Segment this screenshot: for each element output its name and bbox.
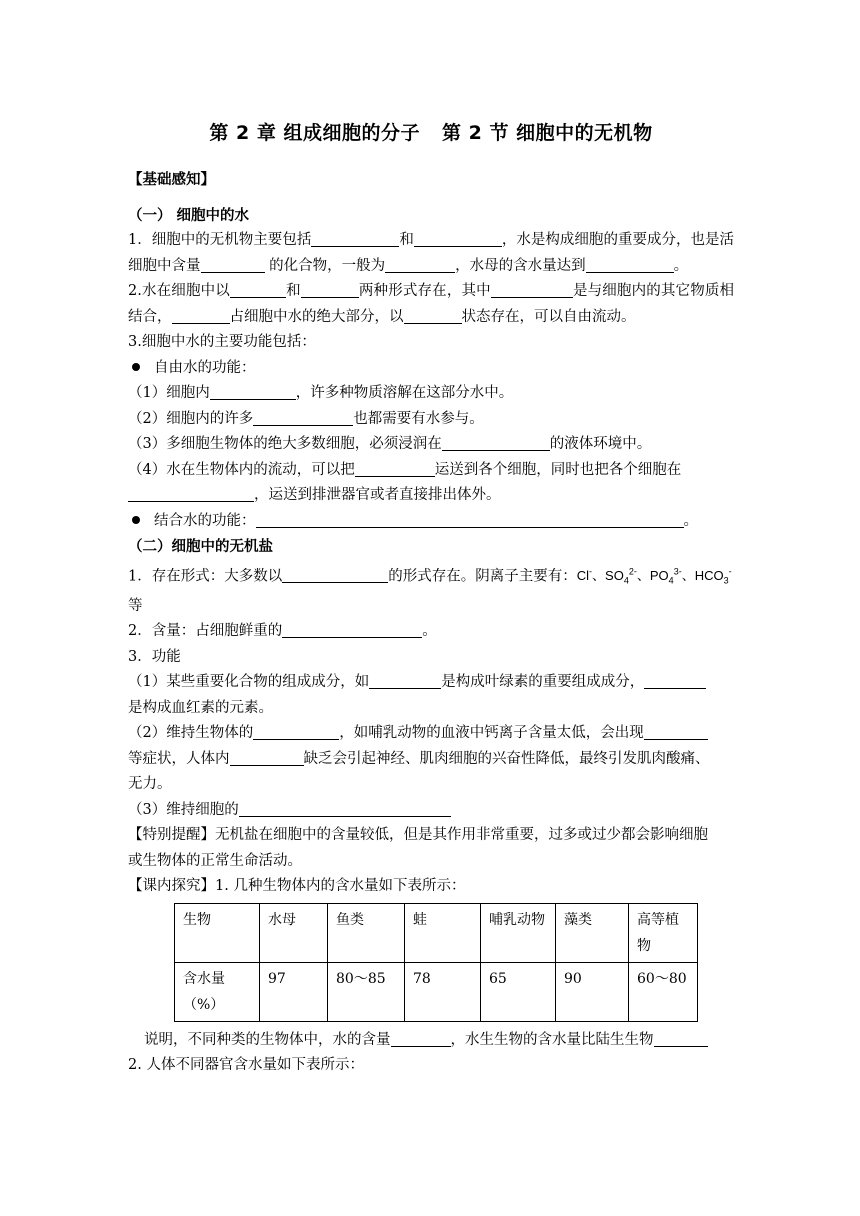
blank[interactable] [355,460,435,477]
salt-p3: （3）维持细胞的 [128,798,734,824]
blank[interactable] [256,511,684,528]
explore-q2: 2. 人体不同器官含水量如下表所示： [128,1057,364,1074]
table-cell: 鱼类 [328,903,405,962]
salt-s2: 2．含量：占细胞鲜重的 。 [128,623,437,640]
explore-note: 说明，不同种类的生物体中，水的含量 ，水生生物的含水量比陆生生物 [128,1028,734,1054]
free-water-4: （4）水在生物体内的流动，可以把 运送到各个细胞，同时也把各个细胞在 ，运送到排泄器官或者直接排出体外。 [128,461,682,503]
blank[interactable] [644,672,706,689]
table-cell: 65 [481,962,556,1021]
blank[interactable] [311,230,399,247]
blank[interactable] [282,566,388,583]
salt-heading: （二）细胞中的无机盐 [128,538,273,555]
table-cell: 97 [260,962,328,1021]
bullet-icon [132,516,140,524]
page-title [128,118,734,145]
explore-q1: 【课内探究】1. 几种生物体内的含水量如下表所示： [128,878,466,895]
blank[interactable] [201,256,265,273]
blank[interactable] [369,672,441,689]
bound-water-title: 结合水的功能： 。 [128,509,734,535]
water-content-table [174,903,698,1022]
chapter-title: 第 2 章 组成细胞的分子 [209,122,420,144]
salt-p1: （1）某些重要化合物的组成成分，如 是构成叶绿素的重要组成成分， 是构成血红素的元素。 [128,670,734,721]
table-cell: 水母 [260,903,328,962]
special-reminder: 【特别提醒】无机盐在细胞中的含量较低，但是其作用非常重要，过多或过少都会影响细胞 或生物体的正常生命活动。 [128,827,708,869]
basics-heading: 【基础感知】 [128,171,215,188]
table-cell: 高等植物 [629,903,698,962]
blank[interactable] [230,749,304,766]
blank[interactable] [404,307,462,324]
water-q3: 3.细胞中水的主要功能包括： [128,334,316,350]
free-water-3: （3）多细胞生物体的绝大多数细胞，必须浸润在 的液体环境中。 [128,436,652,452]
table-row [175,903,698,962]
table-cell: 90 [556,962,629,1021]
blank[interactable] [414,230,502,247]
salt-p2: （2）维持生物体的 ，如哺乳动物的血液中钙离子含量太低，会出现 等症状，人体内 缺乏会引起神经、肌肉细胞的兴奋性降低，最终引发肌肉酸痛、 无力。 [128,725,710,793]
water-heading: （一） 细胞中的水 [128,206,250,224]
worksheet-content [128,118,734,1079]
water-q1: 1．细胞中的无机物主要包括 和 ，水是构成细胞的重要成分，也是活细胞中含量 的化合物，一般为 ，水母的含水量达到 。 [128,232,735,274]
blank[interactable] [301,281,359,298]
blank[interactable] [385,256,455,273]
table-cell: 藻类 [556,903,629,962]
bullet-icon [132,363,140,371]
free-water-title: 自由水的功能： [128,356,734,382]
blank[interactable] [491,281,573,298]
blank[interactable] [172,307,230,324]
blank[interactable] [586,256,674,273]
blank[interactable] [230,281,286,298]
blank[interactable] [282,621,422,638]
table-cell: 生物 [175,903,260,962]
blank[interactable] [128,485,254,502]
table-cell: 60～80 [629,962,698,1021]
section-title: 第 2 节 细胞中的无机物 [442,122,653,144]
table-cell: 含水量（%） [175,962,260,1021]
table-cell: 80～85 [328,962,405,1021]
table-row [175,962,698,1021]
salt-s1: 1．存在形式：大多数以 的形式存在。阴离子主要有：Cl-、$SO_4^{2-}$、$PO_4^{3-}$、$HCO_3^-$ 等 [128,566,732,614]
blank[interactable] [442,434,550,451]
blank[interactable] [239,800,451,817]
free-water-2: （2）细胞内的许多 也都需要有水参与。 [128,410,484,427]
blank[interactable] [654,1030,708,1047]
free-water-1: （1）细胞内 ，许多种物质溶解在这部分水中。 [128,385,514,401]
water-q2: 2.水在细胞中以 和 两种形式存在，其中 是与细胞内的其它物质相结合， 占细胞中水的绝大部分，以 状态存在，可以自由流动。 [128,283,735,325]
blank[interactable] [210,383,296,400]
blank[interactable] [391,1030,451,1047]
anion-list: Cl-、$SO_4^{2-}$、$PO_4^{3-}$、$HCO_3^-$ [576,566,732,586]
blank[interactable] [253,723,339,740]
blank[interactable] [644,723,708,740]
blank[interactable] [253,409,353,426]
table-cell: 蛙 [405,903,481,962]
table-cell: 78 [405,962,481,1021]
salt-s3: 3．功能 [128,648,181,665]
table-cell: 哺乳动物 [481,903,556,962]
